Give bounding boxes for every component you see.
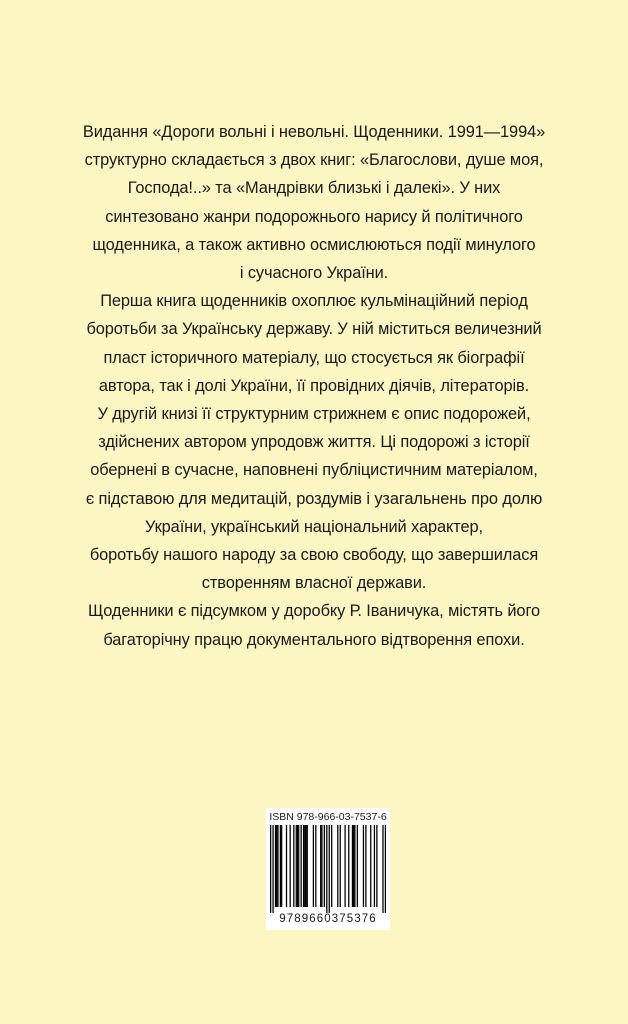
barcode-bar [313, 825, 314, 907]
barcode-bar [337, 825, 338, 907]
barcode-bar [382, 825, 383, 913]
barcode-bar [324, 825, 325, 907]
barcode-bar [353, 825, 354, 907]
barcode-bar [275, 825, 276, 907]
barcode-bar [385, 825, 386, 913]
barcode-bar [376, 825, 377, 907]
blurb-line: пласт історичного матеріалу, що стосується як біографії [103, 348, 525, 367]
barcode-bar [320, 825, 321, 907]
barcode-bar [344, 825, 345, 907]
barcode-bar [304, 825, 305, 907]
blurb-line: боротьбу нашого народу за свою свободу, що завершилася [89, 546, 539, 565]
blurb-line: створенням власної держави. [201, 574, 427, 593]
barcode-bar [276, 825, 277, 907]
barcode-bar [374, 825, 375, 907]
barcode-bar [363, 825, 364, 907]
blurb-line: Щоденники є підсумком у доробку Р. Іваничука, містять його [88, 602, 540, 621]
isbn-barcode [266, 808, 390, 930]
barcode-bar [321, 825, 322, 907]
blurb-line: щоденника, а також активно осмислюються події минулого [92, 235, 536, 254]
blurb-line: структурно складається з двох книг: «Благослови, душе моя, [84, 151, 544, 170]
blurb-line: є підставою для медитацій, роздумів і узагальнень про долю [85, 489, 543, 508]
barcode-bar [303, 825, 304, 907]
barcode-bar [365, 825, 366, 907]
barcode-bar [301, 825, 302, 907]
blurb-line: багаторічну працю документального відтворення епохи. [103, 630, 525, 649]
blurb-line: України, український національний характер, [145, 517, 483, 536]
blurb-line: здійснених автором упродовж життя. Ці подорожі з історії [98, 433, 530, 452]
barcode-bar [297, 825, 298, 907]
barcode-bar [370, 825, 371, 907]
blurb-line: У другій книзі її структурним стрижнем є опис подорожей, [97, 405, 531, 424]
barcode-bar [307, 825, 308, 907]
barcode-bar [305, 825, 306, 907]
barcode-bar [329, 825, 330, 913]
isbn-label: ISBN 978-966-03-7537-6 [269, 811, 387, 823]
barcode-bar [277, 825, 278, 907]
blurb-line: синтезовано жанри подорожнього нарису й політичного [105, 207, 523, 226]
barcode-bar [352, 825, 353, 907]
barcode-bar [286, 825, 287, 907]
barcode-digits: 9789660375376 [279, 913, 377, 925]
barcode-bars [270, 825, 386, 913]
barcode-bar [296, 825, 297, 907]
blurb-line: і сучасного України. [239, 264, 389, 283]
barcode-bar [272, 825, 273, 913]
blurb-line: Господа!..» та «Мандрівки близькі і далекі». У них [127, 179, 501, 198]
barcode-bar [354, 825, 355, 907]
barcode-bar [340, 825, 341, 907]
blurb-line: обернені в сучасне, наповнені публіцистичним матеріалом, [90, 461, 538, 480]
barcode-bar [357, 825, 358, 907]
blurb-line: Перша книга щоденників охоплює кульмінаційний період [100, 292, 528, 311]
barcode-bar [331, 825, 332, 907]
barcode-bar [290, 825, 291, 907]
blurb-line: боротьби за Українську державу. У ній міститься величезний [86, 320, 542, 339]
barcode-bar [293, 825, 294, 907]
barcode-bar [298, 825, 299, 907]
barcode-bar [326, 825, 327, 913]
barcode-bar [270, 825, 271, 913]
blurb-text [40, 118, 588, 654]
barcode-bar [315, 825, 316, 907]
barcode-bar [280, 825, 281, 907]
blurb-line: Видання «Дороги вольні і невольні. Щоденники. 1991—1994» [82, 123, 546, 141]
blurb-line: автора, так і долі України, її провідних діячів, літераторів. [98, 376, 530, 395]
barcode-bar [281, 825, 282, 907]
barcode-bar [348, 825, 349, 907]
